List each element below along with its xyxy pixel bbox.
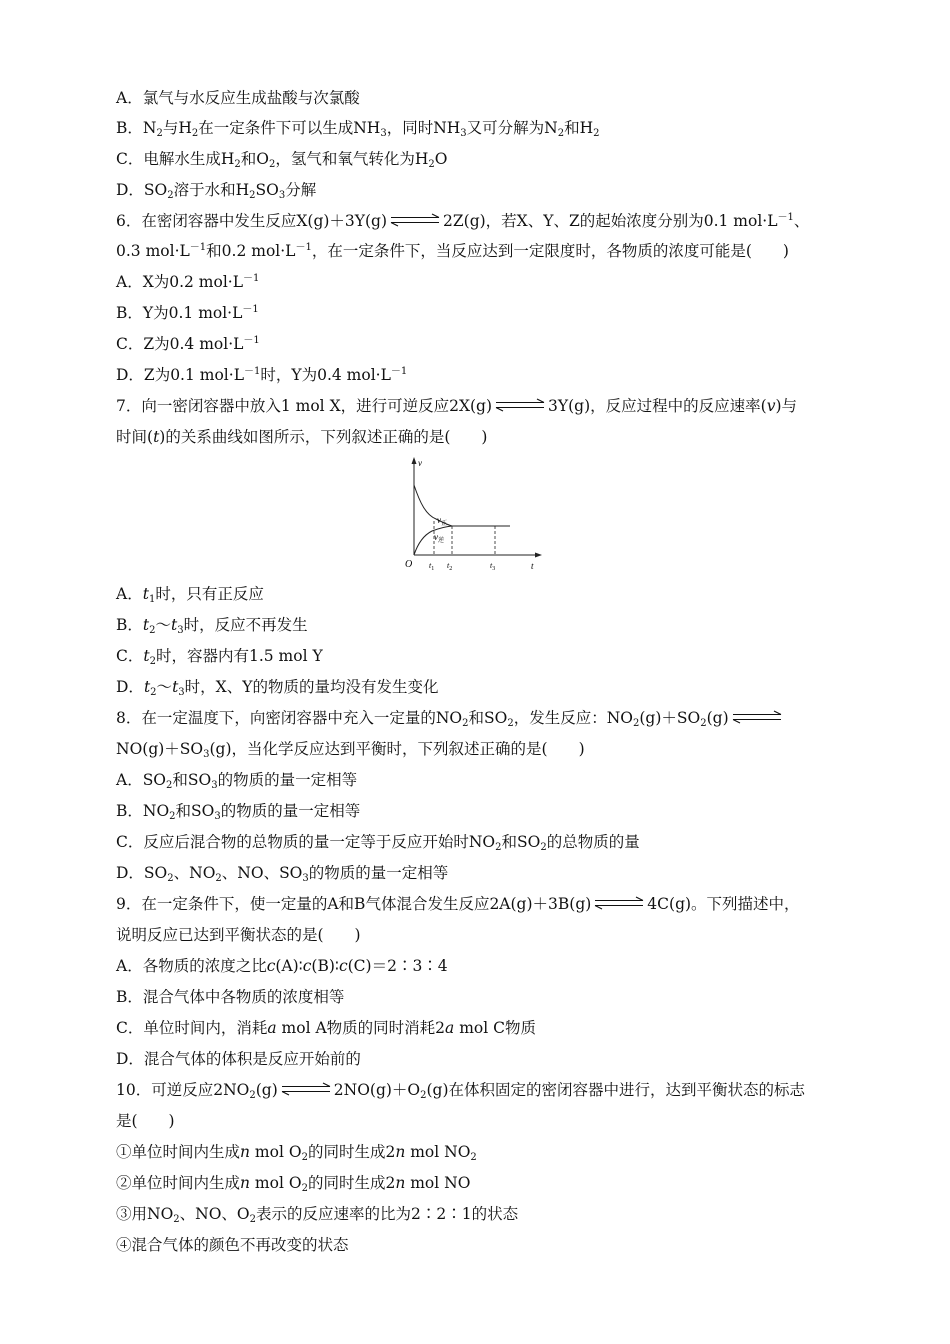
text-segment: ，发生反应：NO [513, 709, 633, 727]
text-line-l8 [116, 303, 259, 323]
text-segment: 的物质的量一定相等 [308, 864, 449, 882]
subscript: 2 [301, 1152, 308, 1163]
italic-symbol: c [338, 957, 348, 975]
origin-label: O [405, 559, 413, 570]
superscript: －1 [242, 304, 259, 315]
text-segment: A．氯气与水反应生成盐酸与次氯酸 [116, 89, 360, 107]
text-line-l12 [116, 427, 487, 447]
text-segment: D．SO [116, 864, 168, 882]
subscript: 2 [420, 1090, 427, 1101]
subscript: 2 [557, 128, 565, 139]
text-line-l4 [116, 180, 316, 200]
y-axis-arrow [412, 457, 417, 464]
subscript: 2 [167, 190, 174, 201]
text-segment: ，氢气和氧气转化为H [275, 150, 429, 168]
x-axis-arrow [535, 553, 542, 558]
text-segment: 和0.2 mol·L [206, 242, 296, 260]
forward-rate-curve [414, 485, 510, 526]
subscript: 3 [214, 811, 221, 822]
text-line-l17 [116, 708, 785, 728]
text-segment: 和SO [501, 833, 541, 851]
text-line-l14 [116, 615, 308, 635]
text-line-l19 [116, 770, 357, 790]
text-segment: ，同时NH [386, 119, 461, 137]
y-axis-label: v [418, 458, 422, 468]
text-segment: mol NO [405, 1143, 471, 1161]
text-segment: 在一定条件下可以生成NH [198, 119, 381, 137]
text-segment: 时，X、Y的物质的量均没有发生变化 [184, 678, 439, 696]
text-segment: 时，反应不再发生 [183, 616, 308, 634]
italic-symbol: a [445, 1019, 455, 1037]
text-segment: 表示的反应速率的比为2∶2∶1的状态 [256, 1205, 519, 1223]
text-segment: 10．可逆反应2NO [116, 1081, 250, 1099]
subscript: 3 [460, 128, 467, 139]
text-segment: 9．在一定条件下，使一定量的A和B气体混合发生反应2A(g)＋3B(g) [116, 895, 592, 913]
italic-symbol: c [302, 957, 312, 975]
text-segment: (g)在体积固定的密闭容器中进行，达到平衡状态的标志 [426, 1081, 806, 1099]
text-segment: ③用NO [116, 1205, 174, 1223]
text-line-l31 [116, 1142, 477, 1162]
subscript: 2 [149, 656, 156, 667]
rate-time-graph [400, 455, 550, 580]
text-segment: 时，容器内有1.5 mol Y [155, 647, 323, 665]
text-segment: 和O [240, 150, 269, 168]
text-segment: A．X为0.2 mol·L [116, 273, 244, 291]
subscript: 2 [495, 842, 502, 853]
text-segment: C． [116, 647, 144, 665]
subscript: 2 [249, 190, 256, 201]
text-line-l27 [116, 1018, 536, 1038]
text-segment: (g)，当化学反应达到平衡时，下列叙述正确的是( ) [209, 740, 585, 758]
subscript: 2 [301, 1183, 308, 1194]
text-line-l6 [116, 241, 789, 261]
superscript: －1 [777, 212, 794, 223]
italic-symbol: t [153, 428, 160, 446]
subscript: 2 [540, 842, 547, 853]
text-segment: B．混合气体中各物质的浓度相等 [116, 988, 345, 1006]
text-segment: 和SO [175, 802, 215, 820]
subscript: 2 [167, 873, 174, 884]
subscript: 2 [156, 128, 163, 139]
text-segment: 又可分解为N [466, 119, 558, 137]
text-line-l3 [116, 149, 447, 169]
superscript: －1 [243, 366, 261, 377]
reverse-rate-curve [414, 526, 452, 555]
text-line-l20 [116, 801, 360, 821]
text-line-l21 [116, 832, 640, 852]
italic-symbol: a [267, 1019, 277, 1037]
text-segment: 与H [162, 119, 192, 137]
subscript: 3 [178, 687, 185, 698]
text-segment: (g) [706, 709, 729, 727]
subscript: 2 [191, 128, 199, 139]
text-segment: D．Z为0.1 mol·L [116, 366, 244, 384]
text-segment: 的同时生成2 [307, 1143, 396, 1161]
text-segment: A． [116, 585, 143, 603]
italic-symbol: t [142, 616, 150, 634]
text-segment: ④混合气体的颜色不再改变的状态 [116, 1236, 349, 1254]
text-segment: (B)∶ [311, 957, 339, 975]
text-line-l23 [116, 894, 800, 914]
text-segment: (g) [255, 1081, 278, 1099]
subscript: 3 [177, 625, 184, 636]
subscript: 1 [148, 594, 156, 605]
text-line-l7 [116, 272, 259, 292]
text-segment: D．SO [116, 181, 168, 199]
text-segment: B．Y为0.1 mol·L [116, 304, 243, 322]
text-segment: 2Z(g)，若X、Y、Z的起始浓度分别为0.1 mol·L [443, 212, 778, 230]
text-segment: )与 [775, 397, 798, 415]
text-segment: NO(g)＋SO [116, 740, 204, 758]
text-line-l30 [116, 1111, 175, 1131]
subscript: 3 [203, 749, 210, 760]
text-segment: (g)＋SO [639, 709, 701, 727]
text-segment: O [434, 150, 448, 168]
text-segment: 8．在一定温度下，向密闭容器中充入一定量的NO [116, 709, 463, 727]
subscript: 2 [428, 159, 435, 170]
text-segment: )的关系曲线如图所示，下列叙述正确的是( ) [159, 428, 488, 446]
text-line-l32 [116, 1173, 470, 1193]
text-segment: 的同时生成2 [307, 1174, 396, 1192]
text-segment: 3Y(g)，反应过程中的反应速率( [548, 397, 767, 415]
forward-rate-label: $v_正$ [437, 515, 448, 527]
text-segment: 、NO、O [179, 1205, 250, 1223]
superscript: －1 [295, 242, 312, 253]
subscript: 3 [380, 128, 387, 139]
text-segment: SO [255, 181, 279, 199]
subscript: 2 [462, 718, 469, 729]
subscript: 2 [249, 1214, 257, 1225]
text-line-l16 [116, 677, 438, 697]
text-segment: B．NO [116, 802, 170, 820]
italic-symbol: n [240, 1174, 250, 1192]
text-segment: 时间( [116, 428, 154, 446]
subscript: 2 [234, 159, 241, 170]
text-segment: 6．在密闭容器中发生反应X(g)＋3Y(g) [116, 212, 388, 230]
subscript: 2 [268, 159, 276, 170]
text-line-l13 [116, 584, 264, 604]
text-segment: ～ [156, 678, 173, 696]
text-segment: mol O [250, 1143, 302, 1161]
text-segment: 7．向一密闭容器中放入1 mol X，进行可逆反应2X(g) [116, 397, 493, 415]
text-segment: C．Z为0.4 mol·L [116, 335, 244, 353]
equilibrium-arrow-icon [731, 710, 783, 724]
superscript: －1 [189, 242, 207, 253]
text-segment: 分解 [285, 181, 317, 199]
text-segment: 的物质的量一定相等 [217, 771, 358, 789]
text-line-l29 [116, 1080, 805, 1100]
text-segment: 时，Y为0.4 mol·L [260, 366, 391, 384]
text-line-l9 [116, 334, 260, 354]
superscript: －1 [243, 273, 260, 284]
italic-symbol: t [172, 678, 179, 696]
text-segment: 和SO [172, 771, 212, 789]
text-segment: 是( ) [116, 1112, 175, 1130]
subscript: 2 [700, 718, 707, 729]
text-segment: ～ [155, 616, 172, 634]
text-line-l34 [116, 1235, 349, 1255]
text-line-l5 [116, 211, 809, 231]
subscript: 2 [215, 873, 222, 884]
text-segment: 0.3 mol·L [116, 242, 190, 260]
subscript: 2 [149, 625, 156, 636]
text-segment: mol NO [405, 1174, 471, 1192]
italic-symbol: n [395, 1143, 406, 1161]
text-segment: 2NO(g)＋O [333, 1081, 421, 1099]
x-axis-label: t [531, 561, 534, 571]
subscript: 2 [593, 128, 600, 139]
text-line-l15 [116, 646, 323, 666]
italic-symbol: t [171, 616, 178, 634]
text-line-l25 [116, 956, 448, 976]
text-segment: D． [116, 678, 144, 696]
text-segment: 时，只有正反应 [155, 585, 264, 603]
italic-symbol: t [143, 647, 150, 665]
text-segment: C．反应后混合物的总物质的量一定等于反应开始时NO [116, 833, 496, 851]
superscript: －1 [243, 335, 260, 346]
text-segment: mol O [250, 1174, 302, 1192]
italic-symbol: n [240, 1143, 250, 1161]
subscript: 2 [633, 718, 640, 729]
text-line-l26 [116, 987, 344, 1007]
italic-symbol: n [395, 1174, 406, 1192]
text-segment: 的物质的量一定相等 [220, 802, 361, 820]
subscript: 3 [211, 780, 218, 791]
text-line-l1 [116, 88, 360, 108]
text-line-l11 [116, 396, 797, 416]
text-segment: 、 [793, 212, 810, 230]
text-segment: 的总物质的量 [546, 833, 640, 851]
text-segment: B． [116, 616, 143, 634]
italic-symbol: t [142, 585, 149, 603]
t1-label: $t_1$ [429, 561, 435, 572]
subscript: 2 [249, 1090, 256, 1101]
text-segment: A．各物质的浓度之比 [116, 957, 267, 975]
text-line-l22 [116, 863, 448, 883]
text-segment: 和H [564, 119, 594, 137]
text-line-l28 [116, 1049, 361, 1069]
text-segment: 溶于水和H [173, 181, 250, 199]
text-segment: ，在一定条件下，当反应达到一定限度时，各物质的浓度可能是( ) [311, 242, 789, 260]
text-segment: C．电解水生成H [116, 150, 235, 168]
text-segment: (A)∶ [275, 957, 303, 975]
equilibrium-arrow-icon [389, 213, 441, 227]
italic-symbol: v [766, 397, 776, 415]
subscript: 2 [173, 1214, 180, 1225]
text-segment: mol C物质 [454, 1019, 536, 1037]
equilibrium-arrow-icon [494, 398, 546, 412]
text-segment: ①单位时间内生成 [116, 1143, 241, 1161]
subscript: 2 [470, 1152, 477, 1163]
subscript: 2 [166, 780, 173, 791]
text-line-l33 [116, 1204, 518, 1224]
text-segment: B．N [116, 119, 157, 137]
subscript: 3 [302, 873, 309, 884]
text-segment: D．混合气体的体积是反应开始前的 [116, 1050, 361, 1068]
text-line-l2 [116, 118, 600, 138]
equilibrium-arrow-icon [593, 896, 645, 910]
text-segment: (C)＝2∶3∶4 [347, 957, 448, 975]
text-segment: ②单位时间内生成 [116, 1174, 241, 1192]
text-segment: 说明反应已达到平衡状态的是( ) [116, 926, 361, 944]
subscript: 3 [278, 190, 286, 201]
reverse-rate-label: $v_逆$ [434, 532, 445, 544]
italic-symbol: t [143, 678, 151, 696]
text-segment: 和SO [468, 709, 508, 727]
t2-label: $t_2$ [447, 561, 453, 572]
text-line-l24 [116, 925, 361, 945]
text-segment: C．单位时间内，消耗 [116, 1019, 268, 1037]
text-segment: 、NO [173, 864, 216, 882]
text-line-l18 [116, 739, 585, 759]
superscript: －1 [390, 366, 408, 377]
text-line-l10 [116, 365, 407, 385]
text-segment: 、NO、SO [221, 864, 303, 882]
text-segment: 4C(g)。下列描述中， [647, 895, 800, 913]
text-segment: A．SO [116, 771, 167, 789]
subscript: 2 [150, 687, 157, 698]
italic-symbol: c [266, 957, 276, 975]
subscript: 2 [169, 811, 176, 822]
t3-label: $t_3$ [490, 561, 496, 572]
subscript: 2 [507, 718, 514, 729]
text-segment: mol A物质的同时消耗2 [276, 1019, 446, 1037]
equilibrium-arrow-icon [280, 1082, 332, 1096]
